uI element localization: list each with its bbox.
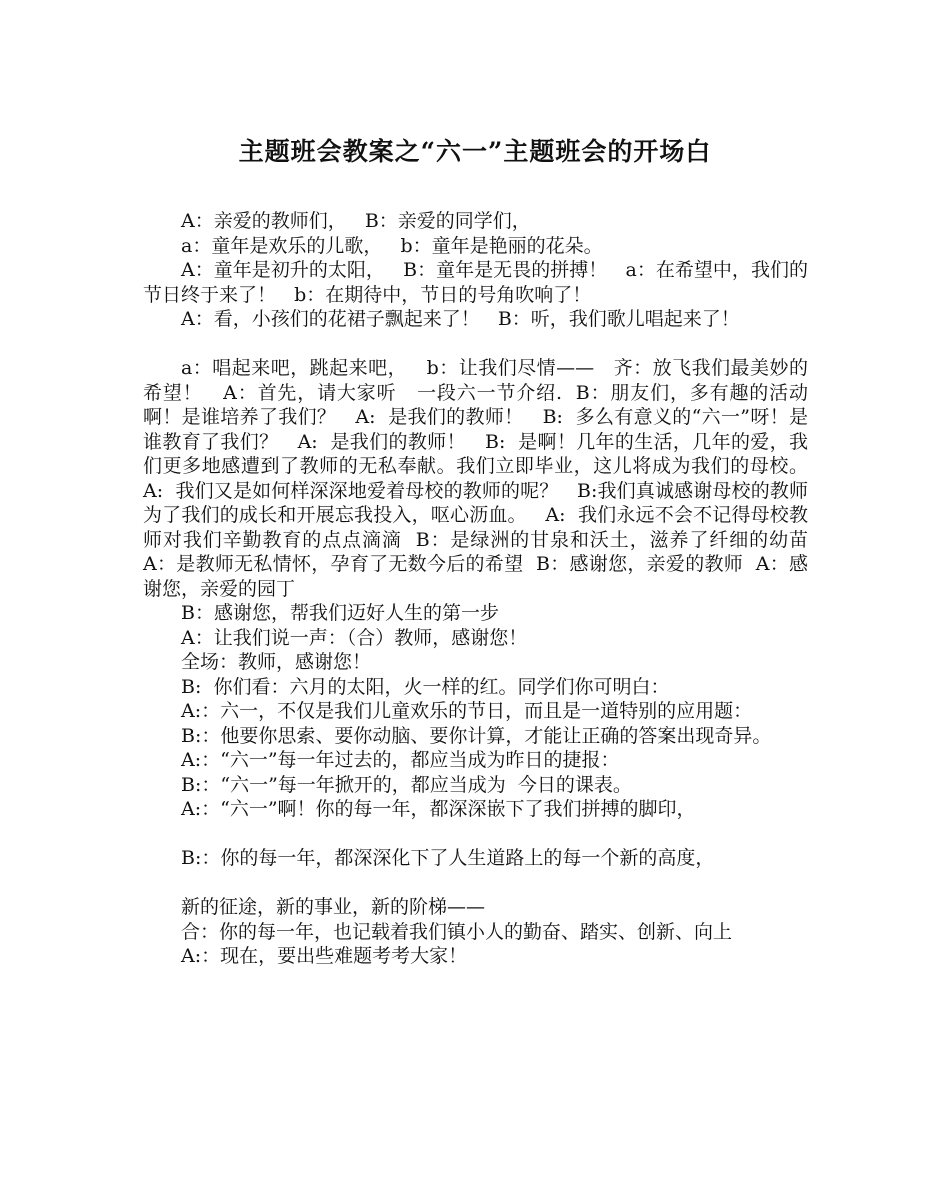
- paragraph: a：童年是欢乐的儿歌， b：童年是艳丽的花朵。: [181, 234, 603, 257]
- paragraph: A：童年是初升的太阳， B：童年是无畏的拼搏！ a：在希望中，我们的节日终于来了！ b：在期待中，节日的号角吹响了！: [143, 259, 808, 306]
- paragraph: A：亲爱的教师们， B：亲爱的同学们，: [181, 210, 531, 232]
- document-body: [143, 209, 827, 969]
- blank-line: [143, 332, 808, 357]
- paragraph: A:：现在，要出些难题考考大家！: [181, 945, 468, 967]
- document-title: 主题班会教案之“六一”主题班会的开场白: [238, 137, 712, 166]
- paragraph: A:：六一，不仅是我们儿童欢乐的节日，而且是一道特别的应用题：: [181, 700, 753, 722]
- paragraph: B：感谢您，帮我们迈好人生的第一步: [181, 602, 499, 624]
- blank-line: [143, 871, 808, 896]
- paragraph: 全场：教师，感谢您！: [181, 651, 372, 673]
- paragraph: A：让我们说一声：（合）教师，感谢您！: [181, 626, 528, 649]
- blank-line: [143, 822, 808, 847]
- paragraph: 合：你的每一年，也记载着我们镇小人的勤奋、踏实、创新、向上: [181, 920, 733, 943]
- paragraph: A:：“六一”啊！你的每一年，都深深嵌下了我们拼搏的脚印，: [181, 798, 696, 820]
- paragraph: B:：“六一”每一年掀开的，都应当成为 今日的课表。: [181, 773, 632, 796]
- paragraph: 新的征途，新的事业，新的阶梯——: [181, 896, 486, 918]
- paragraph: B:：你的每一年，都深深化下了人生道路上的每一个新的高度，: [181, 847, 715, 869]
- paragraph: A：看，小孩们的花裙子飘起来了！ B：听，我们歌儿唱起来了！: [181, 308, 740, 330]
- paragraph: B: 你们看：六月的太阳，火一样的红。同学们你可明白：: [181, 675, 670, 698]
- paragraph: A:：“六一”每一年过去的，都应当成为昨日的捷报：: [181, 749, 620, 771]
- paragraph: a：唱起来吧，跳起来吧， b：让我们尽情—— 齐：放飞我们最美妙的希望！ A：首先，请大家听 一段六一节介绍. B：朋友们，多有趣的活动啊！是谁培养了我们？ A: 是我们的教师！ B: 多么有意义的“六一”呀！是谁教育了我们？ A: 是我们的教师！ B: 是啊！几年的生活，几年的爱，我们更多地感遭到了教师的无私奉献。我们立即毕业，这儿将成为我们的母校。 A: 我们又是如何样深深地爱着母校的教师的呢？ B:我们真诚感谢母校的教师为了我们的成长和开展忘我投入，呕心沥血。 A: 我们永远不会不记得母校教师对我们辛勤教育的点点滴滴 B：是绿洲的甘泉和沃土，滋养了纤细的幼苗 A：是教师无私情怀，孕育了无数今后的希望 B：感谢您，亲爱的教师 A：感谢您，亲爱的园丁: [143, 357, 827, 600]
- paragraph: B:：他要你思索、要你动脑、要你计算，才能让正确的答案出现奇异。: [181, 724, 772, 747]
